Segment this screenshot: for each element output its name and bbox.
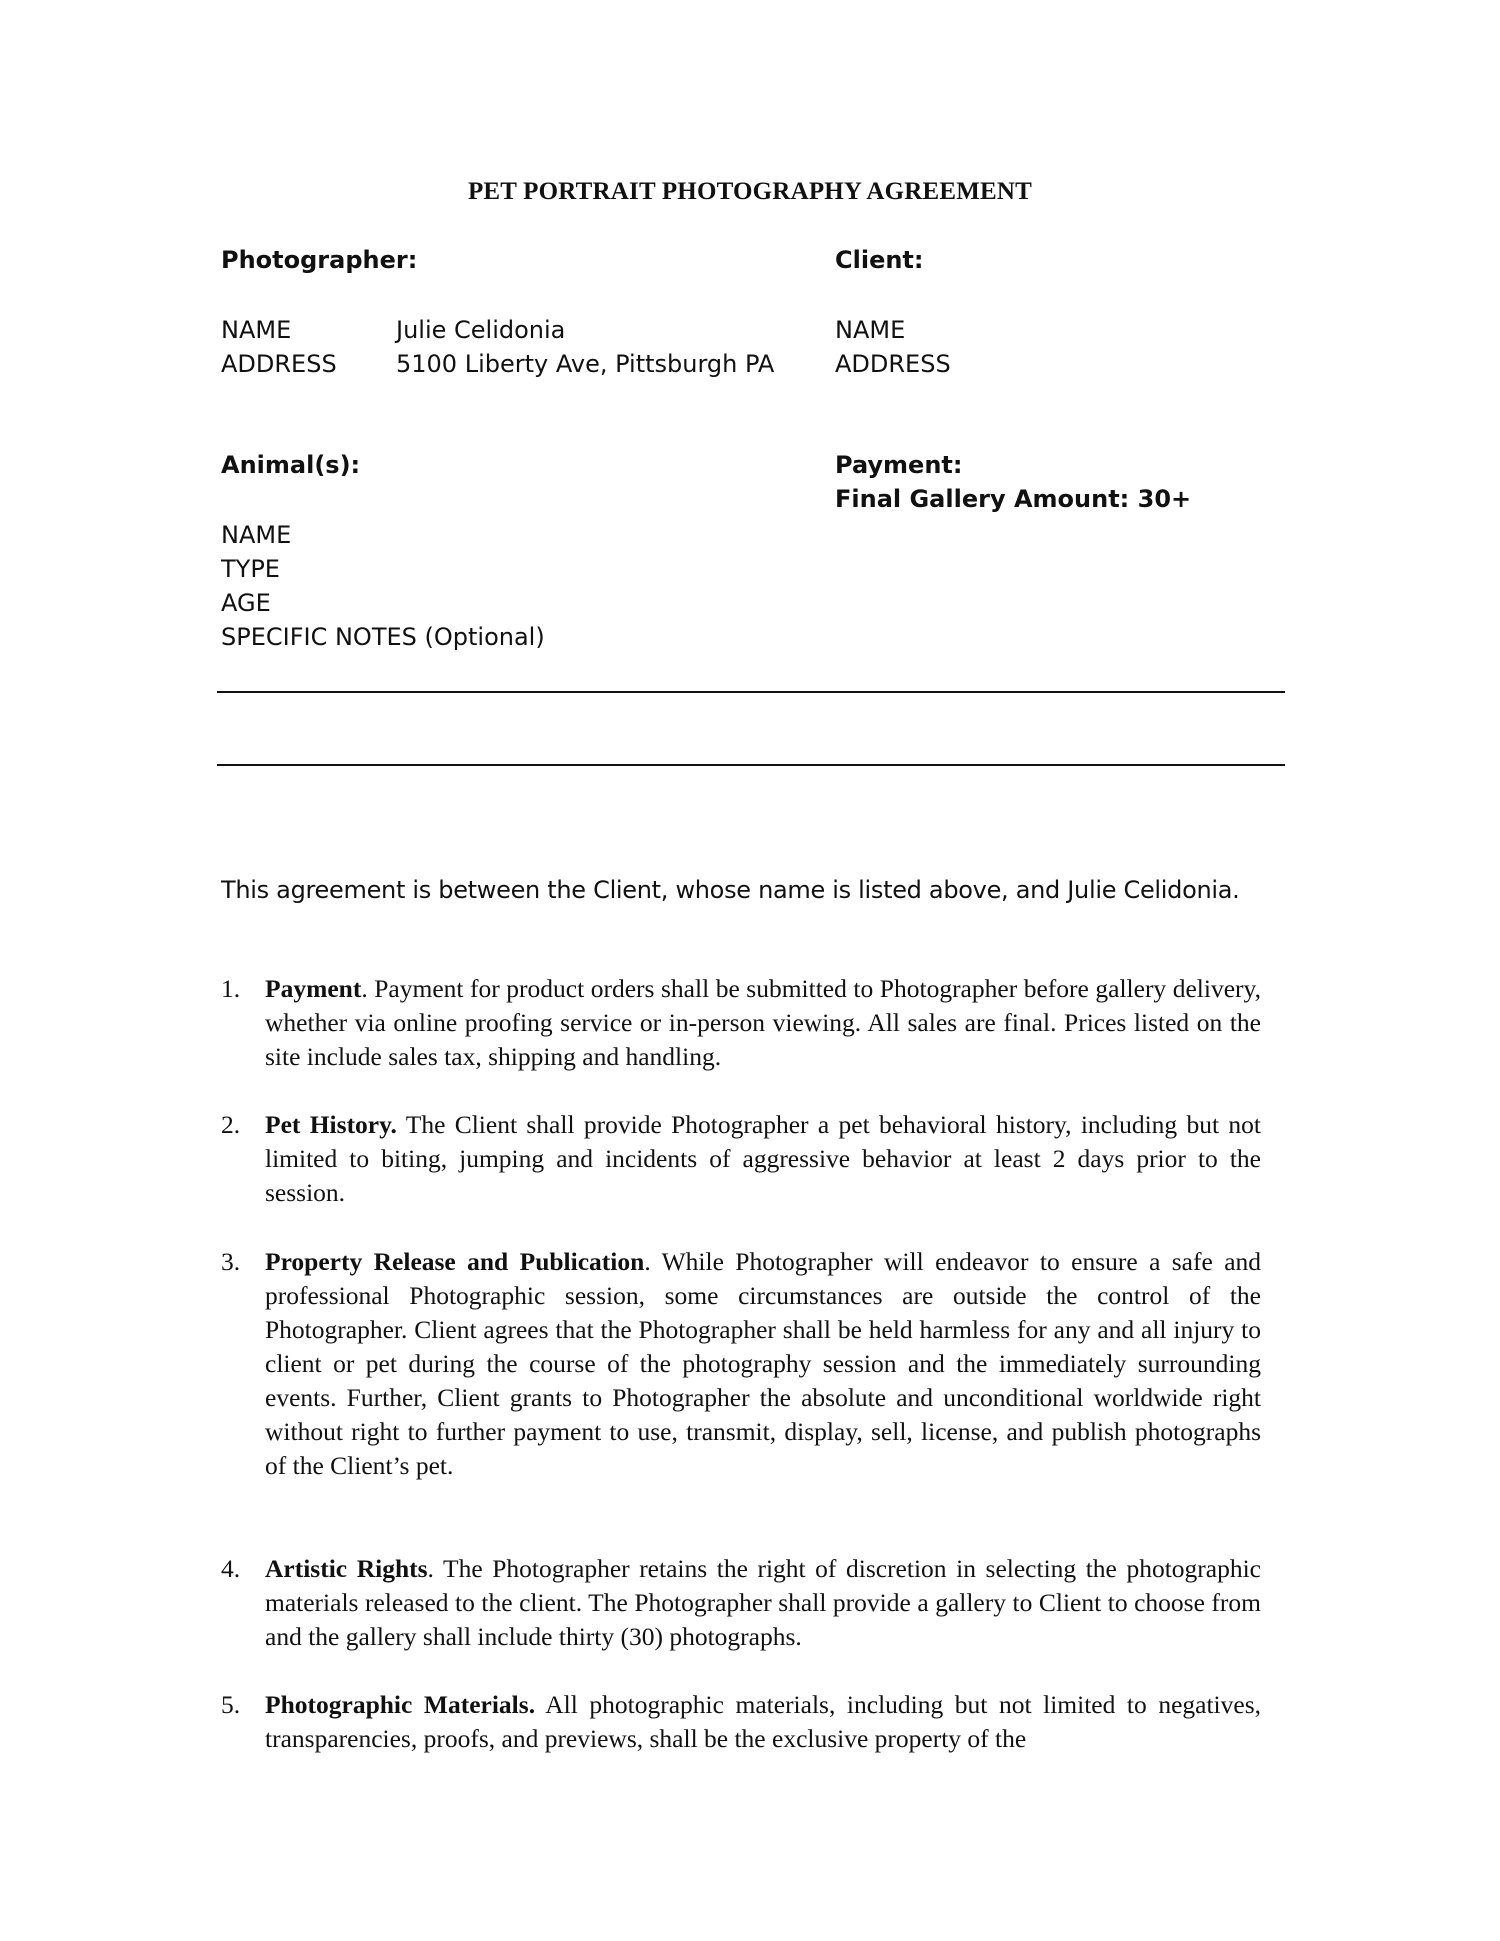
clause-number: 3. — [221, 1247, 241, 1276]
photographer-address-label: ADDRESS — [221, 350, 337, 378]
photographer-address-value: 5100 Liberty Ave, Pittsburgh PA — [396, 350, 775, 378]
agreement-intro: This agreement is between the Client, whose name is listed above, and Julie Celidonia. — [221, 876, 1240, 904]
animals-heading: Animal(s): — [221, 451, 361, 479]
clause-item — [221, 1688, 1261, 1756]
clause-number: 5. — [221, 1690, 241, 1719]
animal-name-label: NAME — [221, 521, 292, 549]
photographer-name-value: Julie Celidonia — [396, 316, 566, 344]
client-address-label: ADDRESS — [835, 350, 951, 378]
client-heading: Client: — [835, 246, 924, 274]
clause-heading: Pet History. — [265, 1110, 397, 1139]
animal-type-label: TYPE — [221, 555, 280, 583]
clause-heading: Photographic Materials. — [265, 1690, 536, 1719]
clause-text: . While Photographer will endeavor to ensure a safe and professional Photographic session, some circumstances are outside the control of the Photographer. Client agrees that the Photographer shall be held harmless for any and all injury to client or pet during the course of the photography session and the immediately surrounding events. Further, Client grants to Photographer the absolute and unconditional worldwide right without right to further payment to use, transmit, display, sell, license, and publish photographs of the Client’s pet. — [265, 1247, 1262, 1480]
client-name-label: NAME — [835, 316, 906, 344]
clause-heading: Property Release and Publication — [265, 1247, 645, 1276]
clause-text: All photographic materials, including but not limited to negatives, transparencies, proofs, and previews, shall be the exclusive property of the — [265, 1690, 1261, 1753]
clause-text: The Client shall provide Photographer a pet behavioral history, including but not limited to biting, jumping and incidents of aggressive behavior at least 2 days prior to the session. — [265, 1110, 1262, 1207]
notes-blank-line — [217, 691, 1285, 693]
clause-number: 2. — [221, 1110, 241, 1139]
clause-heading: Payment — [265, 974, 362, 1003]
gallery-amount: Final Gallery Amount: 30+ — [835, 485, 1192, 513]
clause-item — [221, 1108, 1261, 1210]
payment-heading: Payment: — [835, 451, 963, 479]
notes-blank-line — [217, 764, 1285, 766]
clause-text: . The Photographer retains the right of discretion in selecting the photographic materials released to the client. The Photographer shall provide a gallery to Client to choose from and the gallery shall include thirty (30) photographs. — [265, 1554, 1261, 1651]
clause-number: 4. — [221, 1554, 241, 1583]
clause-item — [221, 972, 1261, 1074]
document-title: PET PORTRAIT PHOTOGRAPHY AGREEMENT — [467, 178, 1033, 205]
clause-item — [221, 1245, 1261, 1483]
animal-age-label: AGE — [221, 589, 271, 617]
clause-heading: Artistic Rights — [265, 1554, 428, 1583]
animal-notes-label: SPECIFIC NOTES (Optional) — [221, 623, 545, 651]
photographer-name-label: NAME — [221, 316, 292, 344]
clause-text: . Payment for product orders shall be submitted to Photographer before gallery delivery, whether via online proofing service or in-person viewing. All sales are final. Prices listed on the site include sales tax, shipping and handling. — [265, 974, 1261, 1071]
clause-item — [221, 1552, 1261, 1654]
photographer-heading: Photographer: — [221, 246, 418, 274]
clause-number: 1. — [221, 974, 241, 1003]
